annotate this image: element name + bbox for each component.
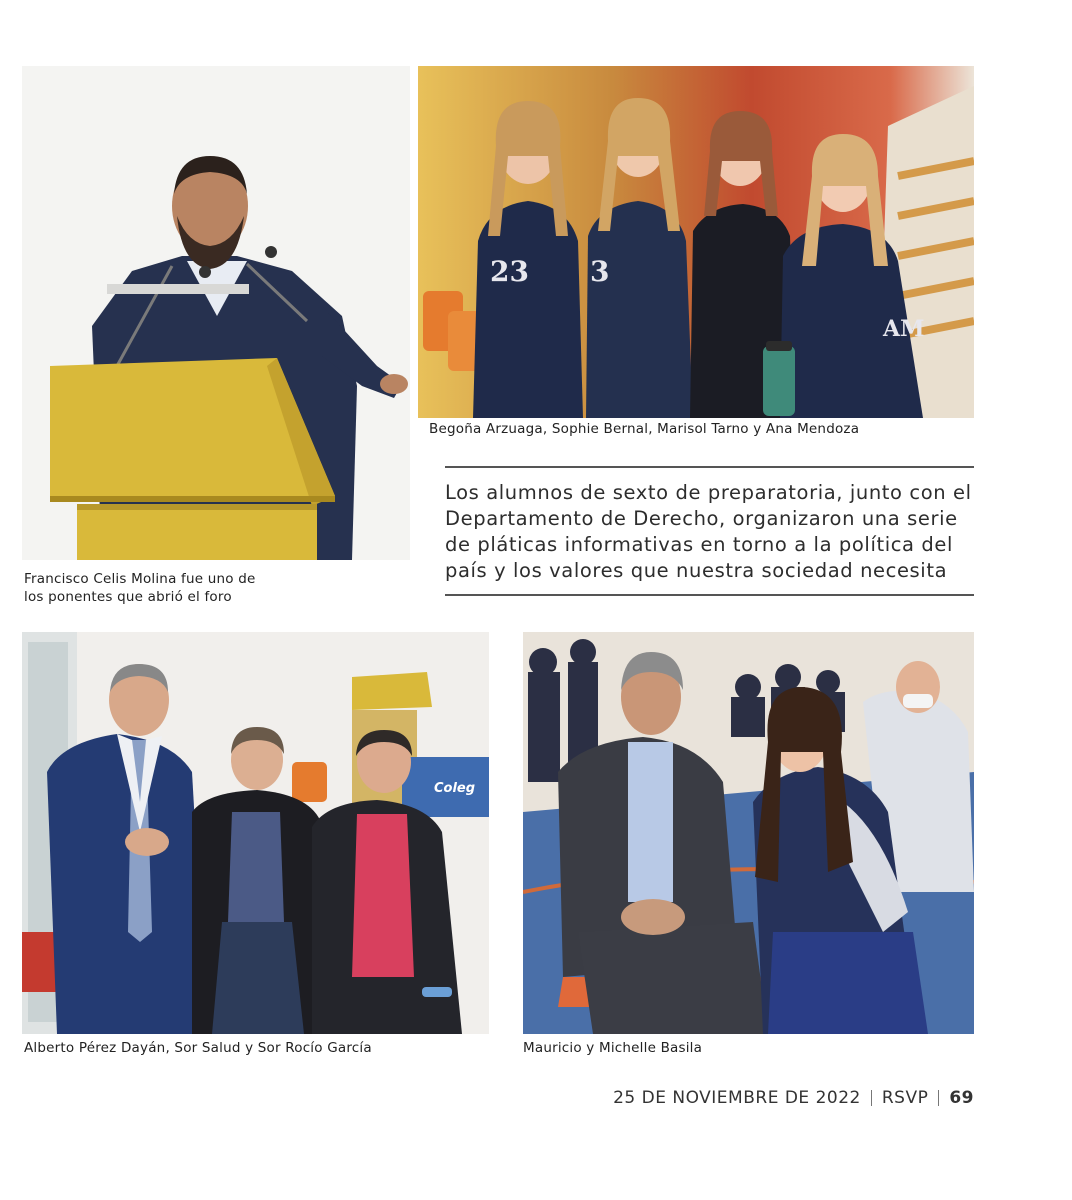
photo-students	[418, 66, 974, 418]
caption-father-daughter-line-1: Mauricio y Michelle Basila	[523, 1040, 703, 1056]
footer-separator-1	[871, 1090, 872, 1106]
pull-quote	[445, 480, 975, 584]
caption-speaker-line-2: los ponentes que abrió el foro	[24, 589, 232, 605]
pull-quote-line-4: país y los valores que nuestra sociedad necesita	[445, 559, 948, 582]
footer-separator-2	[938, 1090, 939, 1106]
photo-elders	[22, 632, 489, 1034]
pull-quote-line-2: Departamento de Derecho, organizaron una serie	[445, 507, 958, 530]
banner-text: Coleg	[434, 781, 476, 796]
jersey-number-2: 3	[590, 255, 610, 288]
jersey-number-1: 23	[490, 255, 529, 288]
photo-speaker	[22, 66, 410, 560]
caption-elders-line-1: Alberto Pérez Dayán, Sor Salud y Sor Rocío García	[24, 1040, 372, 1056]
jersey-letters: AM	[883, 316, 925, 342]
speaker-illustration	[22, 66, 410, 560]
elders-illustration	[22, 632, 489, 1034]
father-daughter-illustration	[523, 632, 974, 1034]
footer-publication: RSVP	[881, 1088, 929, 1108]
footer-page-number: 69	[949, 1088, 974, 1108]
page-footer	[613, 1088, 974, 1108]
caption-students	[429, 420, 974, 438]
quote-rule-top	[445, 466, 974, 468]
caption-speaker	[24, 570, 314, 606]
pull-quote-line-1: Los alumnos de sexto de preparatoria, junto con el	[445, 481, 972, 504]
caption-elders	[24, 1039, 490, 1057]
caption-speaker-line-1: Francisco Celis Molina fue uno de	[24, 571, 256, 587]
footer-date: 25 DE NOVIEMBRE DE 2022	[613, 1088, 861, 1108]
caption-father-daughter	[523, 1039, 973, 1057]
photo-father-daughter	[523, 632, 974, 1034]
quote-rule-bottom	[445, 594, 974, 596]
caption-students-line-1: Begoña Arzuaga, Sophie Bernal, Marisol Tarno y Ana Mendoza	[429, 421, 860, 437]
students-illustration	[418, 66, 974, 418]
pull-quote-line-3: de pláticas informativas en torno a la política del	[445, 533, 953, 556]
